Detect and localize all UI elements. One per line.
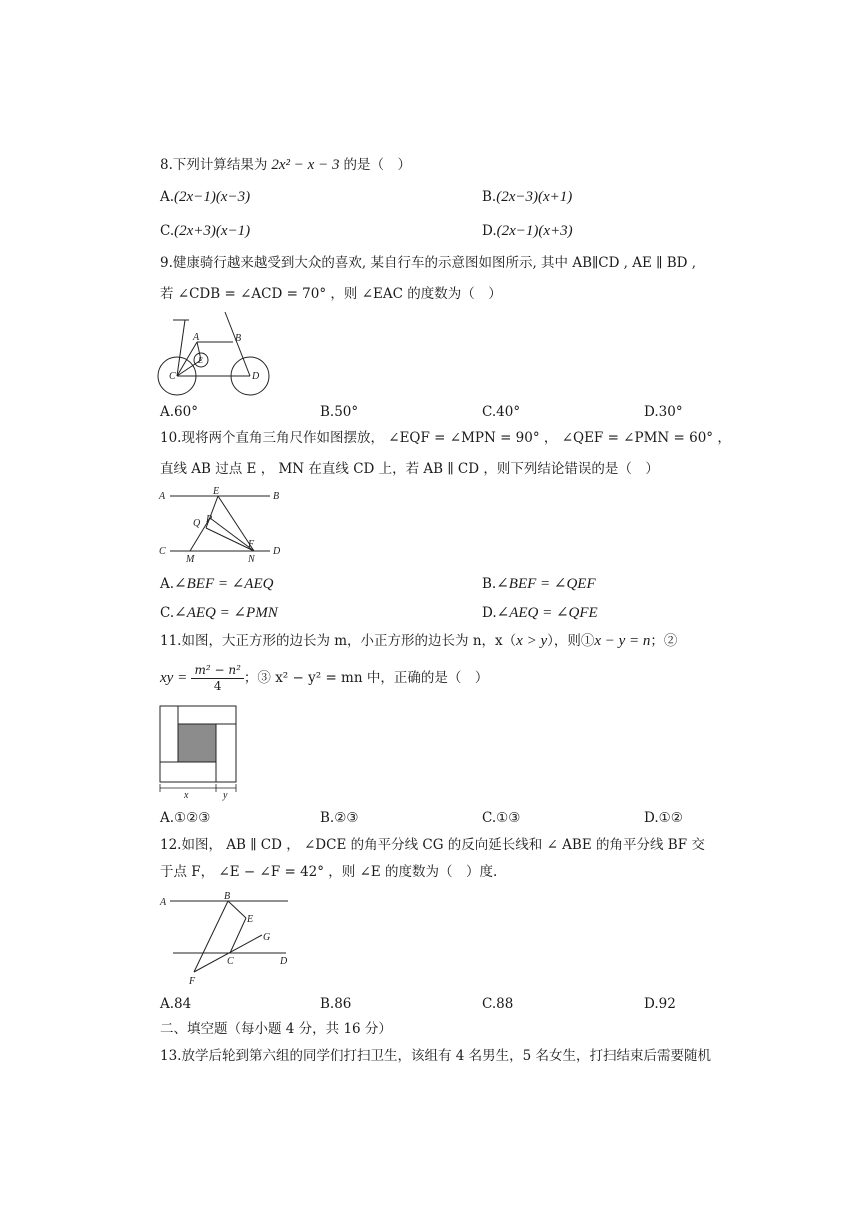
q12-label-b: B (224, 891, 231, 902)
q10-label-p: P (206, 514, 213, 525)
q12-label-e: E (247, 914, 254, 925)
q9-bicycle-figure (155, 312, 275, 397)
q12-stem-line2: 于点 F， ∠E − ∠F = 42° ，则 ∠E 的度数为（ ）度. (160, 864, 498, 880)
q11-stem-line1: 11.如图，大正方形的边长为 m，小正方形的边长为 n，x（x > y），则①x − y = n；② (160, 633, 678, 649)
q8-option-c[interactable]: C.(2x+3)(x−1) (160, 223, 251, 239)
q10-label-c: C (159, 546, 166, 557)
section-2-heading: 二、填空题（每小题 4 分，共 16 分） (160, 1021, 392, 1037)
q9-label-b: B (235, 333, 242, 344)
q10-label-e: E (213, 486, 220, 497)
q11-fraction: $\frac{\text{m² − n²}}{4}$ (191, 663, 243, 694)
q11-squares-figure (158, 704, 243, 800)
q11-label-x: x (184, 790, 189, 801)
q11-option-c[interactable]: C.①③ (482, 810, 521, 826)
q10-stem-line2: 直线 AB 过点 E ， MN 在直线 CD 上，若 AB ∥ CD ，则下列结论错误的是（ ） (160, 461, 659, 477)
q8-option-a[interactable]: A.(2x−1)(x−3) (160, 189, 251, 205)
q10-option-c[interactable]: C.∠AEQ = ∠PMN (160, 605, 278, 621)
q12-option-b[interactable]: B.86 (320, 996, 352, 1012)
q12-stem-line1: 12.如图， AB ∥ CD ， ∠DCE 的角平分线 CG 的反向延长线和 ∠ ABE 的角平分线 BF 交 (160, 837, 705, 853)
q12-label-g: G (263, 932, 271, 943)
q8-option-d[interactable]: D.(2x−1)(x+3) (482, 223, 573, 239)
q10-label-a: A (159, 491, 166, 502)
q10-triangles-figure (158, 486, 288, 566)
q11-option-d[interactable]: D.①② (644, 810, 683, 826)
q13-stem-line1: 13.放学后轮到第六组的同学们打扫卫生，该组有 4 名男生，5 名女生，打扫结束后需要随机 (160, 1048, 712, 1064)
q11-label-y: y (223, 790, 228, 801)
q12-label-a: A (160, 897, 167, 908)
q12-option-d[interactable]: D.92 (644, 996, 676, 1012)
q12-parallel-lines-figure (158, 890, 298, 990)
q9-stem-line1: 9.健康骑行越来越受到大众的喜欢, 某自行车的示意图如图所示, 其中 AB∥CD , AE ∥ BD , (160, 255, 697, 271)
q10-label-f: F (248, 539, 255, 550)
q10-label-n: N (248, 554, 255, 565)
q11-option-b[interactable]: B.②③ (320, 810, 359, 826)
q9-stem-line2: 若 ∠CDB = ∠ACD = 70° ，则 ∠EAC 的度数为（ ） (160, 286, 502, 302)
q12-label-d: D (280, 956, 288, 967)
q10-stem-line1: 10.现将两个直角三角尺作如图摆放， ∠EQF = ∠MPN = 90° ， ∠QEF = ∠PMN = 60° ， (160, 430, 731, 446)
q9-option-b[interactable]: B.50° (320, 404, 359, 420)
q8-option-b[interactable]: B.(2x−3)(x+1) (482, 189, 573, 205)
q10-label-m: M (186, 554, 195, 565)
q11-stem-line2: xy = $\frac{\text{m² − n²}}{4}$ ；③ x² − y² = mn 中，正确的是（ ） (160, 663, 489, 693)
q9-option-c[interactable]: C.40° (482, 404, 521, 420)
q9-label-a: A (193, 332, 200, 343)
q10-option-d[interactable]: D.∠AEQ = ∠QFE (482, 605, 598, 621)
q10-label-d: D (273, 546, 281, 557)
q12-label-f: F (189, 976, 196, 987)
q12-label-c: C (227, 956, 234, 967)
q10-label-q: Q (193, 518, 201, 529)
q10-option-b[interactable]: B.∠BEF = ∠QEF (482, 576, 596, 592)
q12-option-c[interactable]: C.88 (482, 996, 514, 1012)
q9-label-d: D (252, 371, 260, 382)
q8-stem: 8.下列计算结果为 2x² − x − 3 的是（ ） (160, 157, 411, 173)
q9-label-c: C (169, 371, 176, 382)
q9-label-e: E (198, 356, 203, 365)
q11-option-a[interactable]: A.①②③ (160, 810, 211, 826)
q10-label-b: B (273, 491, 280, 502)
q10-option-a[interactable]: A.∠BEF = ∠AEQ (160, 576, 274, 592)
q9-option-a[interactable]: A.60° (160, 404, 198, 420)
q9-option-d[interactable]: D.30° (644, 404, 683, 420)
q8-expression: 2x² − x − 3 (271, 157, 340, 173)
q12-option-a[interactable]: A.84 (160, 996, 192, 1012)
